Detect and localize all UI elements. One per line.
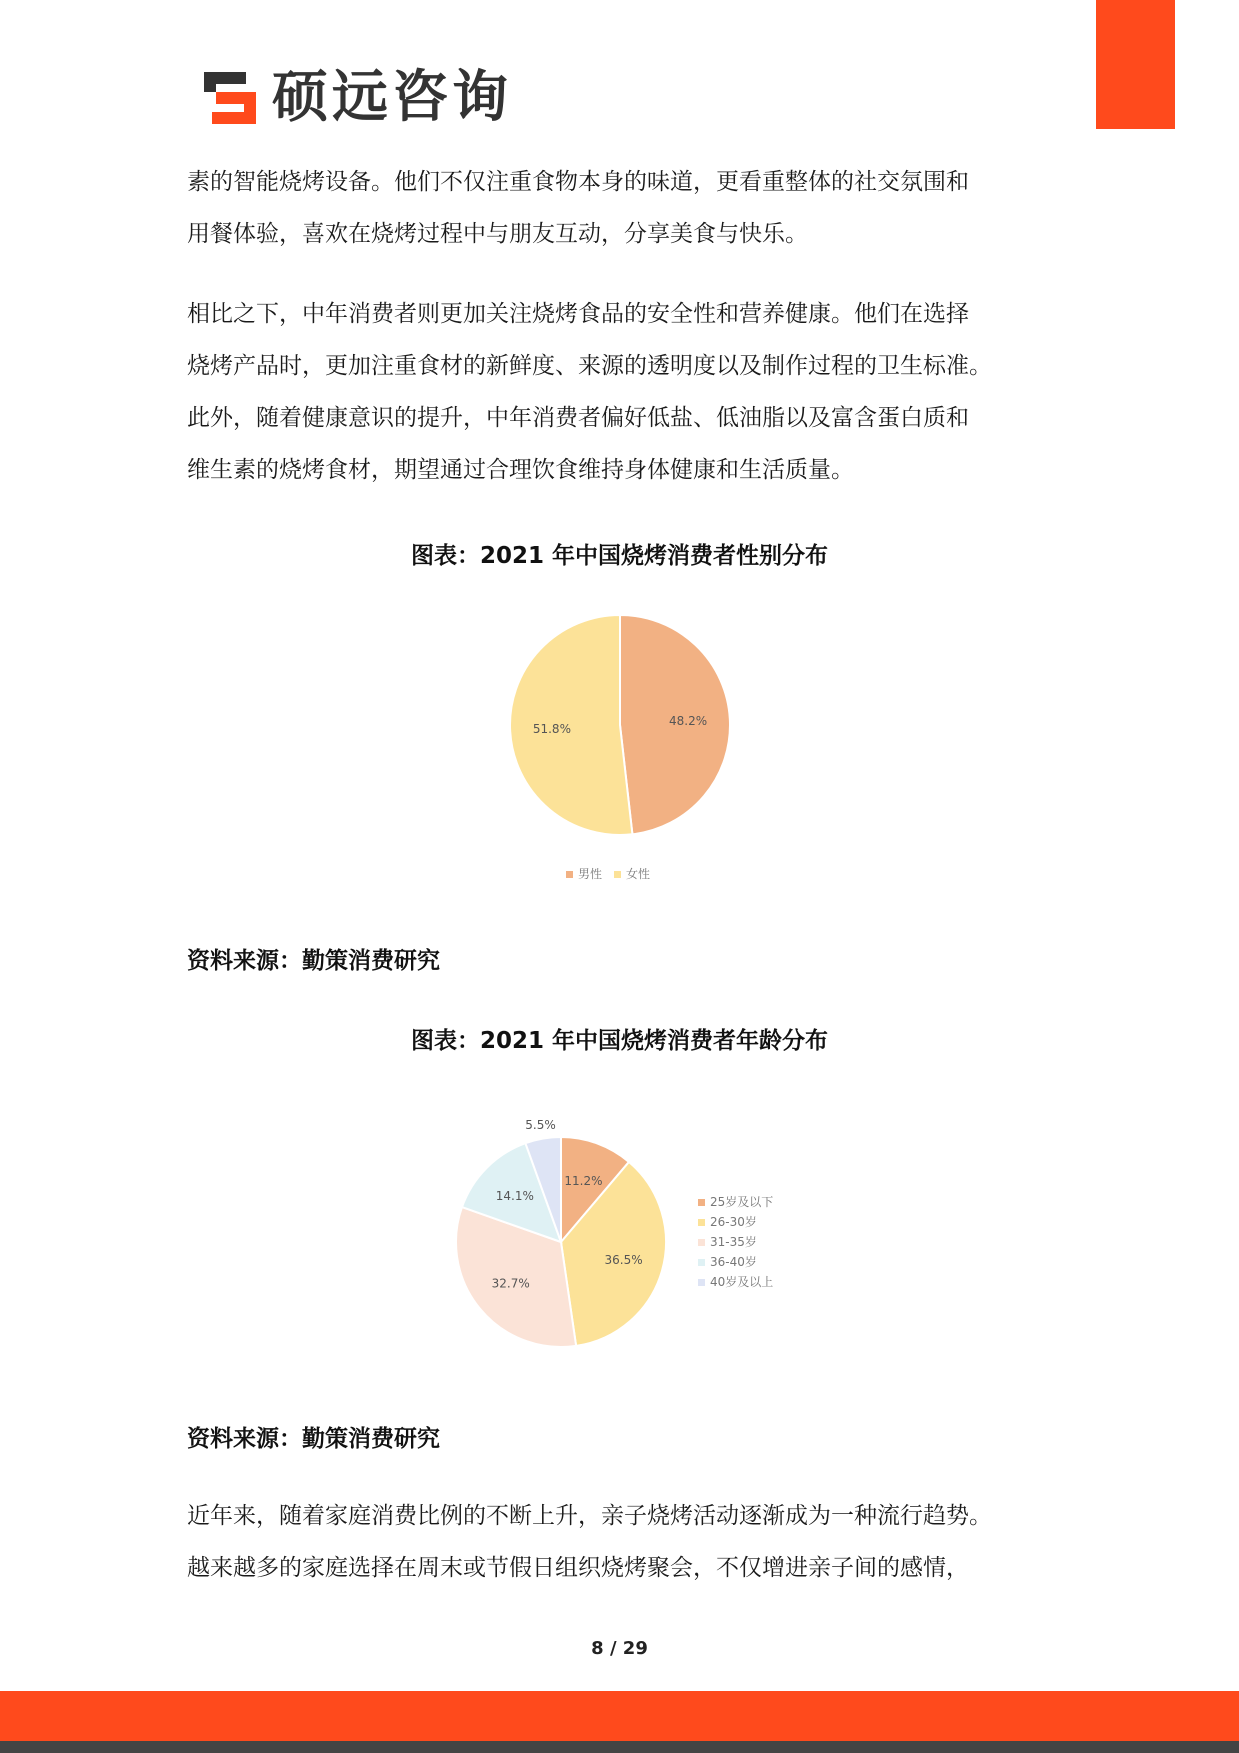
paragraph-3 bbox=[187, 1490, 1067, 1594]
brand-logo bbox=[200, 65, 512, 130]
logo-mark-icon bbox=[200, 68, 260, 128]
paragraph-line: 越来越多的家庭选择在周末或节假日组织烧烤聚会，不仅增进亲子间的感情， bbox=[187, 1555, 969, 1581]
legend-label: 36-40岁 bbox=[710, 1255, 757, 1269]
paragraph-line: 维生素的烧烤食材，期望通过合理饮食维持身体健康和生活质量。 bbox=[187, 457, 854, 483]
pie-data-label: 36.5% bbox=[604, 1252, 643, 1267]
pie-data-label: 48.2% bbox=[669, 714, 708, 729]
footer-accent-bar bbox=[0, 1691, 1239, 1741]
paragraph-line: 相比之下，中年消费者则更加关注烧烤食品的安全性和营养健康。他们在选择 bbox=[187, 301, 969, 327]
page-number: 8 / 29 bbox=[591, 1638, 648, 1659]
chart-caption-age: 图表：2021 年中国烧烤消费者年龄分布 bbox=[410, 1028, 829, 1054]
pie-data-label: 11.2% bbox=[564, 1173, 603, 1188]
paragraph-line: 素的智能烧烤设备。他们不仅注重食物本身的味道，更看重整体的社交氛围和 bbox=[187, 169, 969, 195]
legend-label: 26-30岁 bbox=[710, 1215, 757, 1229]
paragraph-1 bbox=[187, 156, 1067, 260]
legend-label: 男性 bbox=[578, 867, 603, 881]
legend-swatch bbox=[698, 1239, 705, 1246]
paragraph-line: 用餐体验，喜欢在烧烤过程中与朋友互动，分享美食与快乐。 bbox=[187, 221, 808, 247]
source-note-gender: 资料来源：勤策消费研究 bbox=[187, 948, 440, 974]
legend-swatch bbox=[698, 1279, 705, 1286]
chart-caption-gender: 图表：2021 年中国烧烤消费者性别分布 bbox=[410, 543, 829, 569]
age-pie-chart bbox=[420, 1100, 820, 1360]
legend-swatch bbox=[566, 871, 573, 878]
pie-data-label: 32.7% bbox=[491, 1276, 530, 1291]
legend-swatch bbox=[698, 1259, 705, 1266]
legend-label: 女性 bbox=[626, 867, 651, 881]
brand-name: 硕远咨询 bbox=[272, 65, 512, 130]
legend-swatch bbox=[698, 1199, 705, 1206]
paragraph-line: 烧烤产品时，更加注重食材的新鲜度、来源的透明度以及制作过程的卫生标准。 bbox=[187, 353, 992, 379]
gender-pie-chart bbox=[480, 600, 760, 890]
footer-dark-strip bbox=[0, 1741, 1239, 1753]
legend-swatch bbox=[614, 871, 621, 878]
legend-label: 31-35岁 bbox=[710, 1235, 757, 1249]
source-note-age: 资料来源：勤策消费研究 bbox=[187, 1426, 440, 1452]
pie-data-label: 51.8% bbox=[532, 721, 571, 736]
paragraph-line: 近年来，随着家庭消费比例的不断上升，亲子烧烤活动逐渐成为一种流行趋势。 bbox=[187, 1503, 992, 1529]
pie-data-label: 5.5% bbox=[525, 1117, 556, 1132]
legend-label: 25岁及以下 bbox=[710, 1195, 774, 1209]
paragraph-line: 此外，随着健康意识的提升，中年消费者偏好低盐、低油脂以及富含蛋白质和 bbox=[187, 405, 969, 431]
paragraph-2 bbox=[187, 288, 1067, 496]
pie-data-label: 14.1% bbox=[495, 1189, 534, 1204]
corner-accent-block bbox=[1096, 0, 1175, 129]
pie-slice bbox=[510, 615, 632, 835]
legend-label: 40岁及以上 bbox=[710, 1275, 774, 1289]
legend-swatch bbox=[698, 1219, 705, 1226]
